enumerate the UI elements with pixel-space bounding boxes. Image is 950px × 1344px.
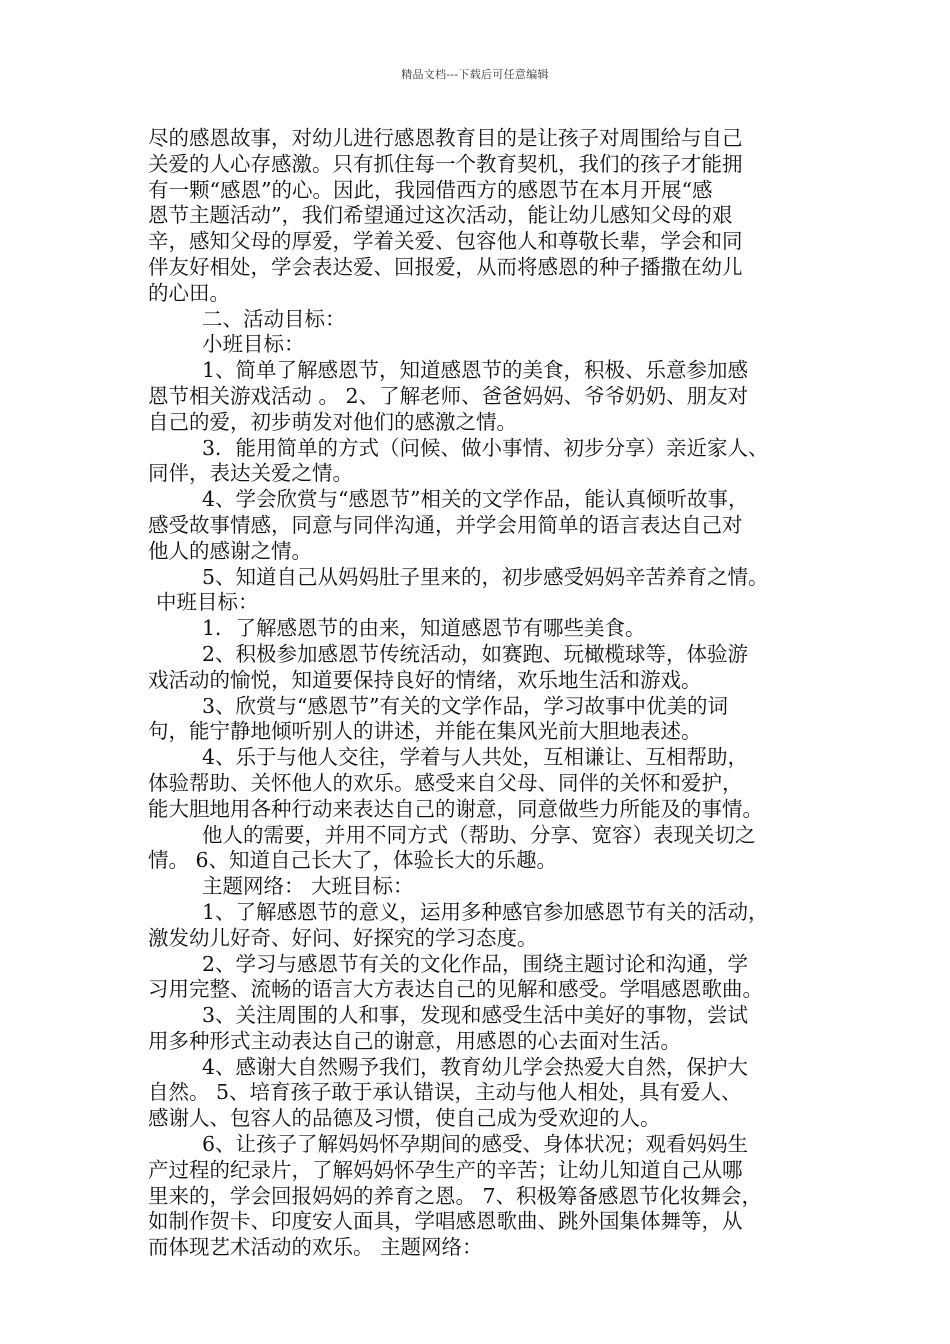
- text-line: 戏活动的愉悦，知道要保持良好的情绪，欢乐地生活和游戏。: [148, 667, 702, 692]
- text-line: 1．了解感恩节的由来，知道感恩节有哪些美食。: [202, 616, 646, 641]
- body-text: [148, 126, 828, 1261]
- text-line: 2、学习与感恩节有关的文化作品，围绕主题讨论和沟通，学: [202, 951, 749, 976]
- text-line: 用多种形式主动表达自己的谢意，用感恩的心去面对生活。: [148, 1028, 681, 1053]
- text-line: 4、乐于与他人交往，学着与人共处，互相谦让、互相帮助，: [202, 745, 749, 770]
- text-line: 1、简单了解感恩节，知道感恩节的美食，积极、乐意参加感: [202, 358, 749, 383]
- text-line: 4、感谢大自然赐予我们，教育幼儿学会热爱大自然，保护大: [202, 1054, 749, 1079]
- text-line: 3、欣赏与“感恩节”有关的文学作品，学习故事中优美的词: [202, 693, 729, 718]
- text-line: 如制作贺卡、印度安人面具，学唱感恩歌曲、跳外国集体舞等，从: [148, 1209, 743, 1234]
- text-line: 二、活动目标：: [202, 306, 346, 331]
- text-line: 自己的爱，初步萌发对他们的感激之情。: [148, 409, 517, 434]
- text-line: 他人的需要，并用不同方式（帮助、分享、宽容）表现关切之: [202, 822, 756, 847]
- text-line: 1、了解感恩节的意义，运用多种感官参加感恩节有关的活动，: [202, 899, 769, 924]
- text-line: 尽的感恩故事，对幼儿进行感恩教育目的是让孩子对周围给与自己: [148, 126, 743, 150]
- text-line: 而体现艺术活动的欢乐。 主题网络：: [148, 1235, 483, 1260]
- text-line: 2、积极参加感恩节传统活动，如赛跑、玩橄榄球等，体验游: [202, 641, 749, 666]
- text-line: 恩节相关游戏活动 。 2、了解老师、爸爸妈妈、爷爷奶奶、朋友对: [148, 383, 749, 408]
- text-line: 小班目标：: [202, 332, 305, 357]
- text-line: 伴友好相处，学会表达爱、回报爱，从而将感恩的种子播撒在幼儿: [148, 254, 743, 279]
- text-line: 感受故事情感，同意与同伴沟通，并学会用简单的语言表达自己对: [148, 512, 743, 537]
- text-line: 句，能宁静地倾听别人的讲述，并能在集风光前大胆地表述。: [148, 719, 702, 744]
- text-line: 辛，感知父母的厚爱，学着关爱、包容他人和尊敬长辈，学会和同: [148, 229, 743, 254]
- text-line: 5、知道自己从妈妈肚子里来的，初步感受妈妈辛苦养育之情。: [202, 564, 769, 589]
- text-line: 产过程的纪录片，了解妈妈怀孕生产的辛苦；让幼儿知道自己从哪: [148, 1157, 743, 1182]
- text-line: 有一颗“感恩”的心。因此，我园借西方的感恩节在本月开展“感: [148, 177, 713, 202]
- text-line: 他人的感谢之情。: [148, 538, 312, 563]
- text-line: 体验帮助、关怀他人的欢乐。感受来自父母、同伴的关怀和爱护，: [148, 770, 743, 795]
- text-line: 里来的，学会回报妈妈的养育之恩。 7、积极筹备感恩节化妆舞会，: [148, 1183, 763, 1208]
- text-line: 6、让孩子了解妈妈怀孕期间的感受、身体状况；观看妈妈生: [202, 1132, 749, 1157]
- text-line: 感谢人、包容人的品德及习惯，使自己成为受欢迎的人。: [148, 1106, 661, 1131]
- text-line: 3、关注周围的人和事，发现和感受生活中美好的事物，尝试: [202, 1003, 749, 1028]
- text-line: 习用完整、流畅的语言大方表达自己的见解和感受。学唱感恩歌曲。: [148, 977, 763, 1002]
- text-line: 关爱的人心存感激。只有抓住每一个教育契机，我们的孩子才能拥: [148, 151, 743, 176]
- text-line: 同伴，表达关爱之情。: [148, 461, 353, 486]
- page-header: 精品文档---下载后可任意编辑: [401, 68, 549, 81]
- text-line: 主题网络： 大班目标：: [202, 874, 414, 899]
- text-line: 的心田。: [148, 280, 230, 305]
- text-line: 中班目标：: [156, 590, 259, 615]
- text-line: 能大胆地用各种行动来表达自己的谢意，同意做些力所能及的事情。: [148, 796, 763, 821]
- text-line: 恩节主题活动”，我们希望通过这次活动，能让幼儿感知父母的艰: [148, 203, 733, 228]
- text-line: 激发幼儿好奇、好问、好探究的学习态度。: [148, 925, 538, 950]
- text-line: 3．能用简单的方式（问候、做小事情、初步分享）亲近家人、: [202, 435, 769, 460]
- text-line: 自然。 5、培育孩子敢于承认错误，主动与他人相处，具有爱人、: [148, 1080, 742, 1105]
- text-line: 情。 6、知道自己长大了，体验长大的乐趣。: [148, 848, 558, 873]
- text-line: 4、学会欣赏与“感恩节”相关的文学作品，能认真倾听故事，: [202, 487, 749, 512]
